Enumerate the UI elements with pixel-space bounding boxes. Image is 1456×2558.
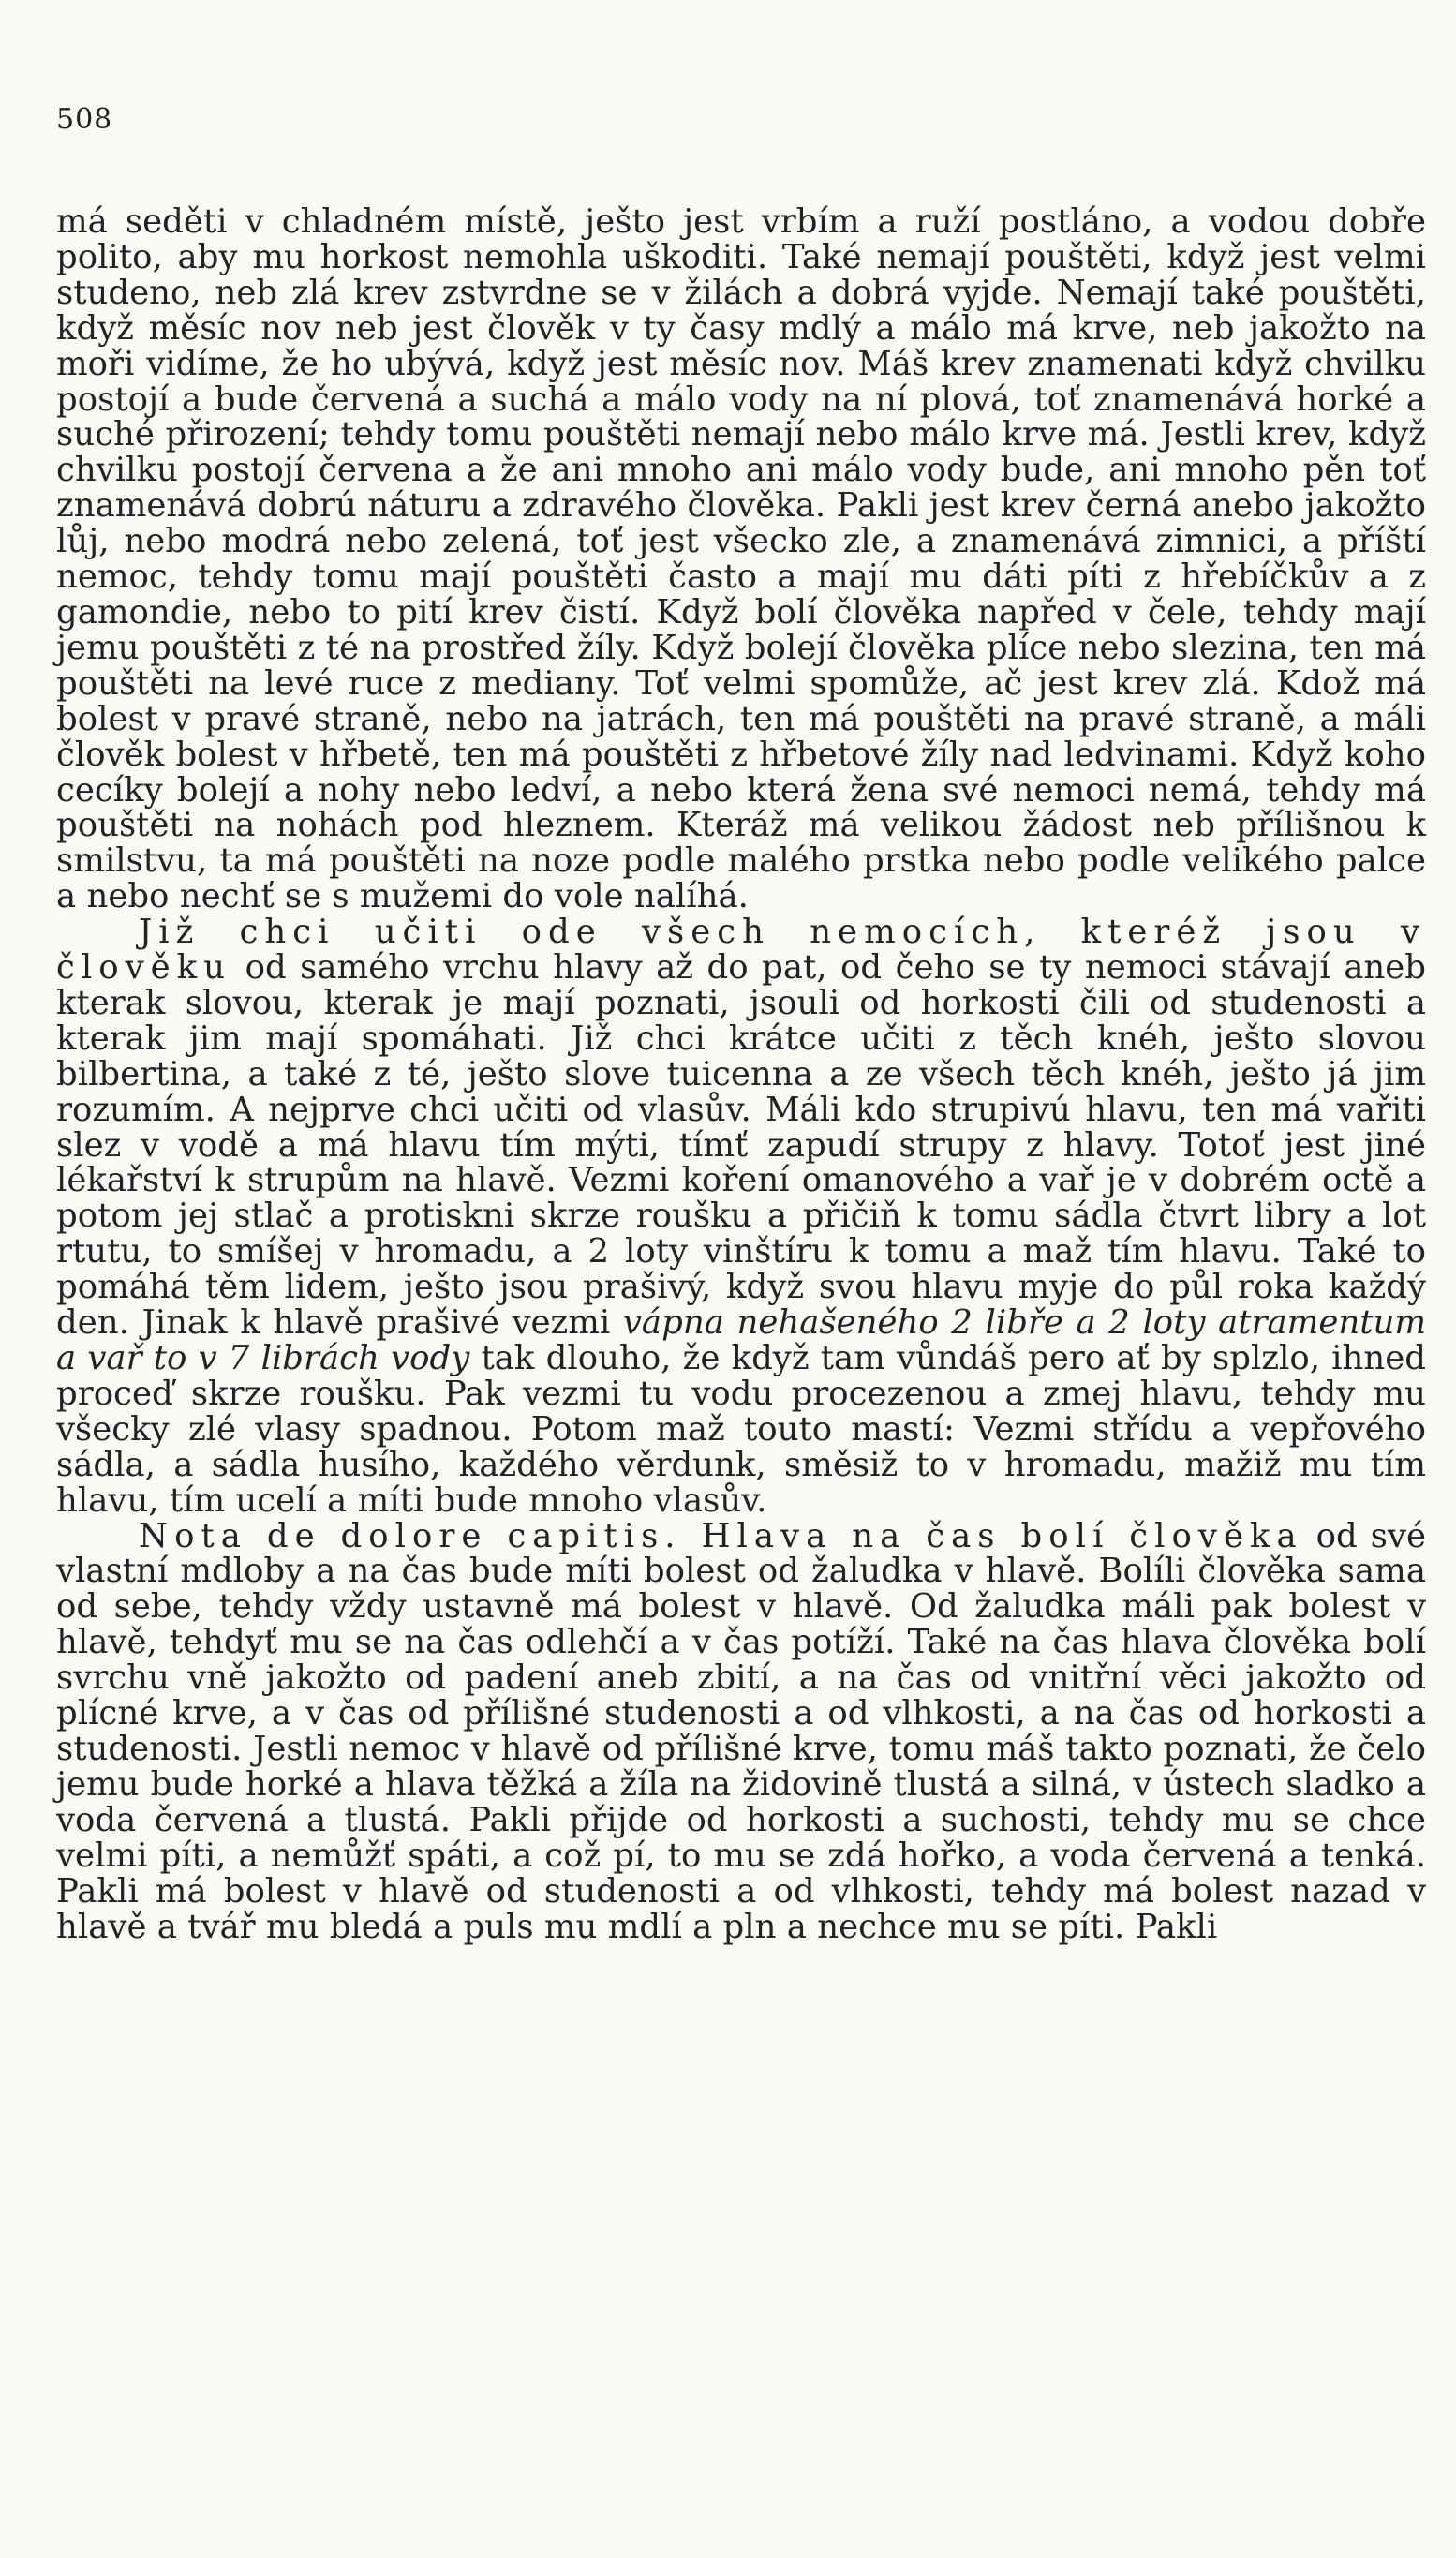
spaced-heading: Nota de dolore capitis. Hlava na čas bolí člověka: [139, 1516, 1303, 1555]
paragraph-text: od své vlastní mdloby a na čas bude míti bolest od žaludka v hlavě. Bolíli člověka sama od sebe, tehdy vždy ustavně má bolest v hlavě. Od žaludka máli pak bolest v hlavě, tehdyť mu se na čas odlehčí a v čas potíží. Také na čas hlava člověka bolí svrchu vně jakožto od padení aneb zbití, a na čas od vnitřní věci jakožto od plícné krve, a v čas od přílišné studenosti a od vlhkosti, a na čas od horkosti a studenosti. Jestli nemoc v hlavě od přílišné krve, tomu máš takto poznati, že čelo jemu bude horké a hlava těžká a žíla na židovině tlustá a silná, v ústech sladko a voda červená a tlustá. Pakli přijde od horkosti a suchosti, tehdy mu se chce velmi píti, a nemůžť spáti, a což pí, to mu se zdá hořko, a voda červená a tenká. Pakli má bolest v hlavě od studenosti a od vlhkosti, tehdy má bolest nazad v hlavě a tvář mu bledá a puls mu mdlí a pln a nechce mu se píti. Pakli: [56, 1516, 1426, 1946]
paragraph-text-tail: tak dlouho, že když tam vůndáš pero ať by splzlo, ihned proceď skrze roušku. Pak vezmi tu vodu procezenou a zmej hlavu, tehdy mu všecky zlé vlasy spadnou. Potom maž touto mastí: Vezmi střídu a vepřového sádla, a sádla husího, každého věrdunk, směsiž to v hromadu, mažiž mu tím hlavu, tím ucelí a míti bude mnoho vlasův.: [56, 1339, 1426, 1520]
page-number: 508: [56, 103, 113, 136]
body-text: [56, 204, 1426, 1944]
paragraph-text: od samého vrchu hlavy až do pat, od čeho se ty nemoci stávají aneb kterak slovou, kterak je mají poznati, jsouli od horkosti čili od studenosti a kterak jim mají spomáhati. Již chci krátce učiti z těch knéh, ješto slovou bilbertina, a také z té, ješto slove tuicenna a ze všech těch knéh, ješto já jim rozumím. A nejprve chci učiti od vlasův. Máli kdo strupivú hlavu, ten má vařiti slez v vodě a má hlavu tím mýti, tímť zapudí strupy z hlavy. Totoť jest jiné lékařství k strupům na hlavě. Vezmi koření omanového a vař je v dobrém octě a potom jej stlač a protiskni skrze roušku a přičiň k tomu sádla čtvrt libry a lot rtutu, to smíšej v hromadu, a 2 loty vinštíru k tomu a maž tím hlavu. Také to pomáhá těm lidem, ješto jsou prašivý, když svou hlavu myje do půl roka každý den. Jinak k hlavě prašivé vezmi: [56, 948, 1426, 1343]
paragraph-headache: [56, 1516, 1426, 1946]
spaced-heading: Již chci učiti ode všech nemocích, kteréž jsou v člověku: [56, 913, 1426, 988]
paragraph-diseases-head: [56, 915, 1426, 1518]
paragraph-bloodletting: [56, 204, 1426, 915]
italic-passage: vápna nehašeného 2 libře a 2 loty atramentum a vař to v 7 librách vody: [56, 1303, 1427, 1377]
paragraph-text: má seděti v chladném místě, ješto jest vrbím a ruží postláno, a vodou dobře polito, aby mu horkost nemohla uškoditi. Také nemají pouštěti, když jest velmi studeno, neb zlá krev zstvrdne se v žilách a dobrá vyjde. Nemají také pouštěti, když měsíc nov neb jest člověk v ty časy mdlý a málo má krve, neb jakožto na moři vidíme, že ho ubývá, když jest měsíc nov. Máš krev znamenati když chvilku postojí a bude červená a suchá a málo vody na ní plová, toť znamenává horké a suché přirození; tehdy tomu pouštěti nemají nebo málo krve má. Jestli krev, když chvilku postojí červena a že ani mnoho ani málo vody bude, ani mnoho pěn toť znamenává dobrú náturu a zdravého člověka. Pakli jest krev černá anebo jakožto lůj, nebo modrá nebo zelená, toť jest všecko zle, a znamenává zimnici, a příští nemoc, tehdy tomu mají pouštěti často a mají mu dáti píti z hřebíčkův a z gamondie, nebo to pití krev čistí. Když bolí člověka napřed v čele, tehdy mají jemu pouštěti z té na prostřed žíly. Když bolejí člověka plíce nebo slezina, ten má pouštěti na levé ruce z mediany. Toť velmi spomůže, ač jest krev zlá. Kdož má bolest v pravé straně, nebo na jatrách, ten má pouštěti na pravé straně, a máli člověk bolest v hřbetě, ten má pouštěti z hřbetové žíly nad ledvinami. Když koho cecíky bolejí a nohy nebo ledví, a nebo která žena své nemoci nemá, tehdy má pouštěti na nohách pod hleznem. Kteráž má velikou žádost neb přílišnou k smilstvu, ta má pouštěti na noze podle malého prstka nebo podle velikého palce a nebo nechť se s mužemi do vole nalíhá.: [56, 202, 1426, 916]
